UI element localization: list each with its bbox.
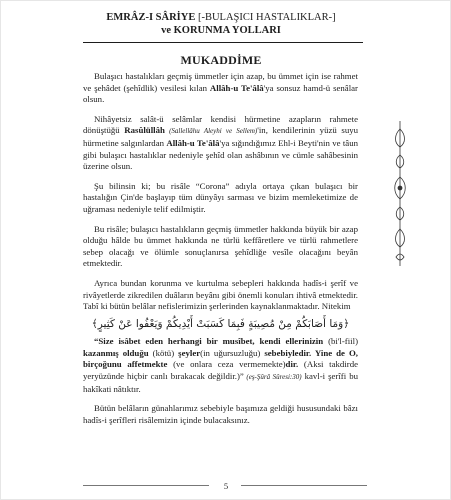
text-run: (in uğursuzluğu) [200, 347, 265, 358]
paragraph-3: Şu bilinsin ki; bu risâle “Corona” adıyla ortaya çıkan bulaşıcı bir hastalığın Çin'de başlayıp tüm dünyâyı sarması ve bizim memleketimize de uğraması nedeniyle telif edilmiştir. [83, 180, 358, 214]
bold-name: Allâh-u Te'âlâ [166, 137, 220, 148]
paragraph-6 [83, 336, 358, 395]
arabic-verse: ﴿وَمَا أَصَابَكُمْ مِنْ مُصِيبَةٍ فَبِمَا كَسَبَتْ أَيْدِيكُمْ وَيَعْفُوا عَنْ كَثِيرٍ﴾ [91, 317, 350, 330]
translation-bold: sebebiyledir. Yine de O, birçoğunu affetmekte [83, 347, 359, 370]
header-line-1 [71, 11, 371, 24]
paragraph-2 [83, 114, 358, 173]
translation-bold: kazanmış olduğu [83, 347, 149, 358]
text-run: kavl-i şerîfi bu hakîkati nâtıktır. [83, 371, 358, 394]
paragraph-1 [83, 71, 358, 106]
paragraph-7: Bütün belâların günahlarımız sebebiyle başımıza geldiği hususundaki bâzı hadîs-i şerîfleri risâlemizin içinde bulacaksınız. [83, 403, 358, 425]
salawat-note: (Sallellâhu Aleyhi ve Sellem) [164, 127, 258, 136]
body-text [83, 71, 358, 434]
running-header [71, 11, 371, 37]
text-run: Nihâyetsiz salât-ü selâmlar kendisi hürmetine azapların rahmete dönüştüğü [83, 113, 358, 136]
text-run: (Aksi takdirde yeryüzünde hiçbir canlı bırakacak değildir.)” [83, 359, 359, 382]
text-run: (ve onlara ceza vermemekte) [167, 359, 286, 370]
text-run: (bi'l-fiil) [323, 336, 358, 347]
translation-bold: dir. [285, 359, 299, 370]
footer-rule-left [83, 485, 209, 486]
text-run: Bulaşıcı hastalıkları geçmiş ümmetler için azap, bu ümmet için ise rahmet ve şehâdet (şehîdlik) vesilesi kılan [83, 71, 358, 93]
text-run: (kötü) [148, 347, 179, 358]
text-run: 'ya sonsuz hamd-ü senâlar olsun. [83, 82, 358, 105]
header-divider [83, 42, 363, 43]
header-title-subtitle: [-BULAŞICI HASTALIKLAR-] [195, 12, 336, 23]
verse-reference: (eş-Şûrâ Sûresi:30) [243, 373, 302, 382]
text-run: 'in, kendilerinin yüzü suyu hürmetine salgınlardan [83, 125, 359, 148]
section-title: MUKADDİME [180, 53, 262, 67]
vertical-floral-ornament-icon [393, 121, 407, 266]
header-line-2: ve KORUNMA YOLLARI [161, 25, 281, 36]
translation-bold: şeyler [178, 347, 201, 358]
paragraph-4: Bu risâle; bulaşıcı hastalıkların geçmiş ümmetler hakkında büyük bir azap olduğu hâlde bu ümmet hakkında ne türlü keffâretlere ve türlü rahmetlere sebep olacağı ve ölümle sonuçlanırsa şehîdliğe vesîle olacağını beyân etmektedir. [83, 223, 358, 269]
bold-name: Allâh-u Te'âlâ [209, 82, 264, 93]
paragraph-5: Ayrıca bundan korunma ve kurtulma sebepleri hakkında hadîs-i şerîf ve rivâyetlerde zikredilen duâların beyânı gibi önemli konuları ihtivâ etmektedir. Tabî ki bütün belâlar nefislerimizin şerlerinden kaynaklanmaktadır. Nitekim [83, 277, 358, 312]
header-title-bold: EMRÂZ-I SÂRİYE [106, 12, 196, 23]
footer-rule-right [241, 485, 367, 486]
page-number: 5 [223, 481, 229, 491]
bold-name: Rasûlüllâh [124, 125, 165, 136]
translation-bold: “Size isâbet eden herhangi bir musîbet, kendi ellerinizin [94, 336, 324, 347]
text-run: 'ya sığındığımız Ehl-i Beyti'nin ve tâun gibi bulaşıcı hastalıklar nedeniyle şehîd olan ashâbının ve cümle sahâbesinin üzerine olsun. [83, 137, 359, 172]
